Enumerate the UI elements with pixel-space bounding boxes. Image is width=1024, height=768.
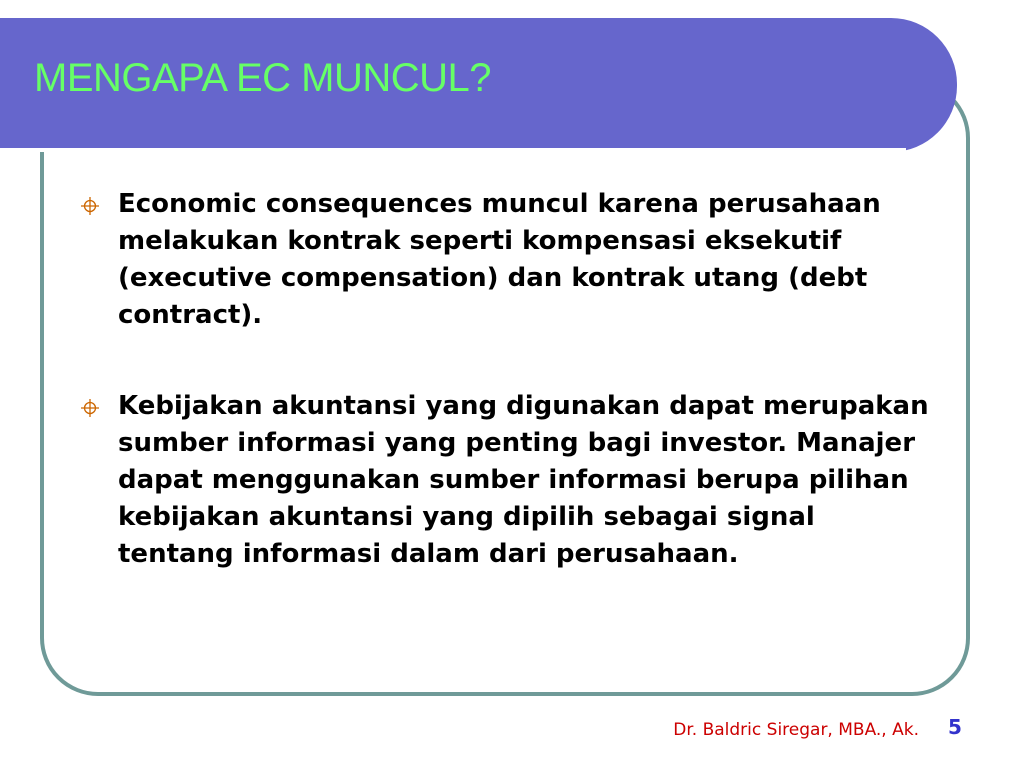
bullet-list bbox=[80, 186, 930, 627]
crosshair-circle-icon bbox=[80, 398, 100, 418]
footer-author: Dr. Baldric Siregar, MBA., Ak. bbox=[673, 720, 919, 740]
title-underline bbox=[0, 148, 906, 152]
bullet-text: Economic consequences muncul karena perusahaan melakukan kontrak seperti kompensasi eksekutif (executive compensation) dan kontrak utang (debt contract). bbox=[118, 189, 881, 330]
bullet-item bbox=[80, 388, 930, 573]
slide-title: MENGAPA EC MUNCUL? bbox=[34, 56, 492, 100]
bullet-text: Kebijakan akuntansi yang digunakan dapat merupakan sumber informasi yang penting bagi investor. Manajer dapat menggunakan sumber informasi berupa pilihan kebijakan akuntansi yang dipilih sebagai signal tentang informasi dalam dari perusahaan. bbox=[118, 391, 929, 569]
bullet-item bbox=[80, 186, 930, 334]
crosshair-circle-icon bbox=[80, 196, 100, 216]
page-number: 5 bbox=[948, 715, 962, 739]
